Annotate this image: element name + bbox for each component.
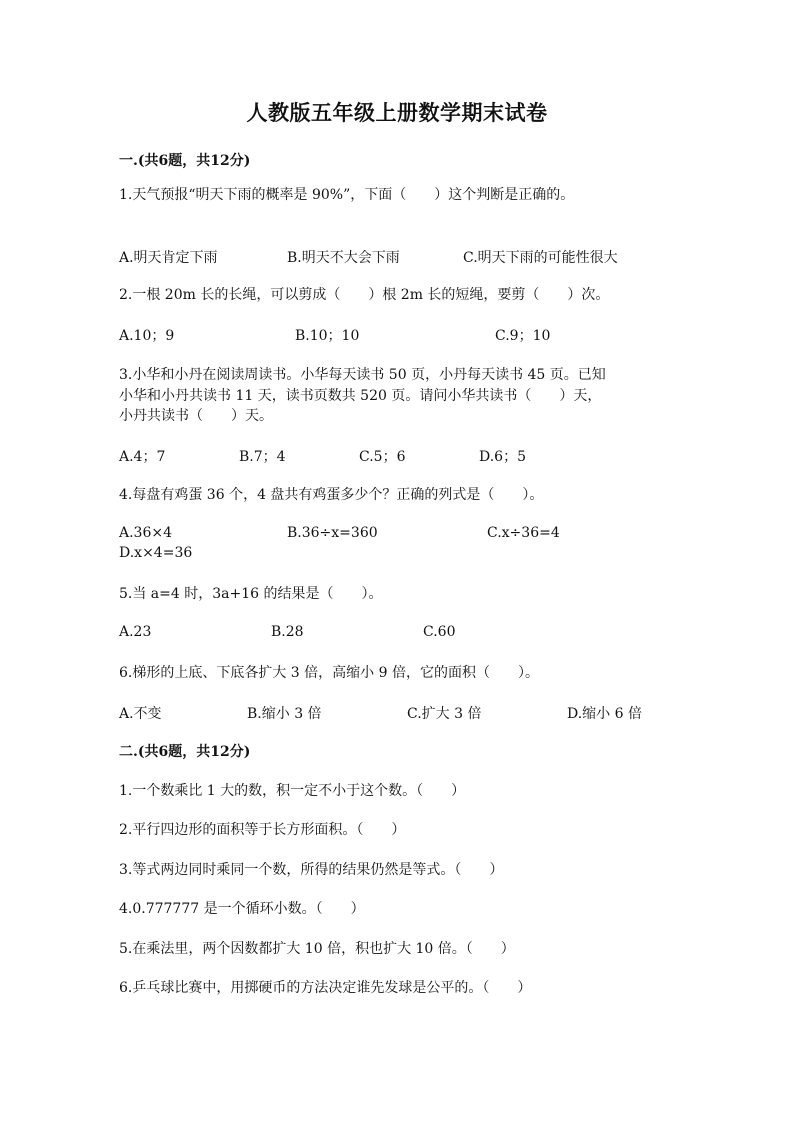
s1-question-3-line-3: 小丹共读书（ ）天。 [119, 408, 273, 424]
s1-q1-option-b: B.明天不大会下雨 [287, 250, 400, 266]
s1-q4-option-a: A.36×4 [119, 525, 173, 541]
s1-q3-option-a: A.4；7 [119, 449, 166, 465]
s1-q6-option-d: D.缩小 6 倍 [567, 706, 642, 722]
s1-q4-option-c: C.x÷36=4 [487, 525, 560, 541]
s1-q6-option-b: B.缩小 3 倍 [247, 706, 322, 722]
s1-question-5: 5.当 a=4 时，3a+16 的结果是（ ）。 [119, 586, 383, 602]
s2-question-3: 3.等式两边同时乘同一个数，所得的结果仍然是等式。（ ） [119, 862, 504, 878]
s1-q3-option-c: C.5；6 [359, 449, 406, 465]
s1-q2-option-c: C.9；10 [495, 328, 551, 344]
s1-q5-option-b: B.28 [271, 624, 304, 640]
s2-question-5: 5.在乘法里，两个因数都扩大 10 倍，积也扩大 10 倍。（ ） [119, 941, 515, 957]
s1-q4-option-b: B.36÷x=360 [287, 525, 378, 541]
s2-question-4: 4.0.777777 是一个循环小数。（ ） [119, 901, 365, 917]
s1-question-6: 6.梯形的上底、下底各扩大 3 倍，高缩小 9 倍，它的面积（ ）。 [119, 665, 539, 681]
s1-question-3-line-1: 3.小华和小丹在阅读周读书。小华每天读书 50 页，小丹每天读书 45 页。已知 [119, 367, 606, 383]
s1-question-4: 4.每盘有鸡蛋 36 个，4 盘共有鸡蛋多少个？正确的列式是（ ）。 [119, 487, 544, 503]
s1-question-3-line-2: 小华和小丹共读书 11 天，读书页数共 520 页。请问小华共读书（ ）天， [119, 388, 602, 404]
s2-question-1: 1.一个数乘比 1 大的数，积一定不小于这个数。（ ） [119, 783, 466, 799]
s1-q3-option-d: D.6；5 [479, 449, 526, 465]
s1-q5-option-a: A.23 [119, 624, 152, 640]
s1-q3-option-b: B.7；4 [239, 449, 286, 465]
section-2-heading: 二.(共6题，共12分) [119, 744, 251, 760]
s1-q6-option-a: A.不变 [119, 706, 162, 722]
section-1-heading: 一.(共6题，共12分) [119, 153, 251, 169]
s1-q5-option-c: C.60 [423, 624, 456, 640]
s1-q2-option-b: B.10；10 [295, 328, 360, 344]
s1-q1-option-a: A.明天肯定下雨 [119, 250, 218, 266]
s1-q6-option-c: C.扩大 3 倍 [407, 706, 482, 722]
s1-q4-option-d: D.x×4=36 [119, 545, 193, 561]
s1-question-1: 1.天气预报“明天下雨的概率是 90%”，下面（ ）这个判断是正确的。 [119, 187, 575, 203]
s2-question-6: 6.乒乓球比赛中，用掷硬币的方法决定谁先发球是公平的。（ ） [119, 980, 532, 996]
s1-question-2: 2.一根 20m 长的长绳，可以剪成（ ）根 2m 长的短绳，要剪（ ）次。 [119, 287, 610, 303]
s1-q2-option-a: A.10；9 [119, 328, 175, 344]
s1-q1-option-c: C.明天下雨的可能性很大 [463, 250, 618, 266]
exam-title: 人教版五年级上册数学期末试卷 [246, 100, 548, 125]
s2-question-2: 2.平行四边形的面积等于长方形面积。（ ） [119, 822, 406, 838]
